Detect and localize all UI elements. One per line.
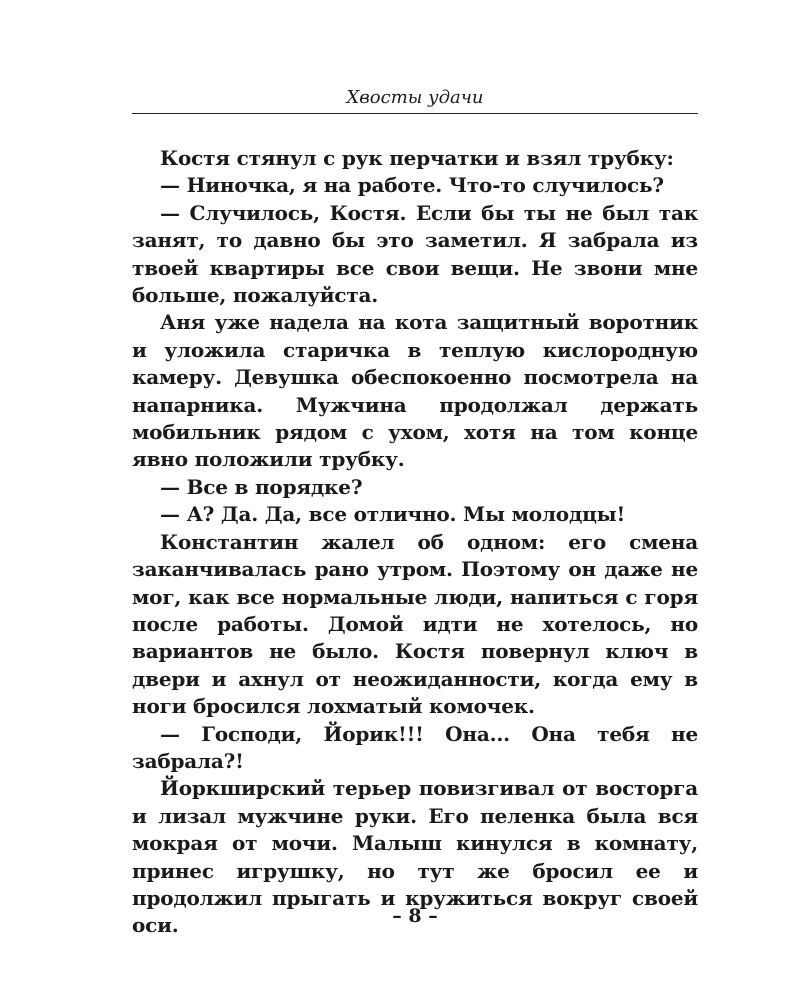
running-header: Хвосты удачи — [346, 87, 484, 108]
paragraph: — А? Да. Да, все отлично. Мы молодцы! — [160, 502, 626, 527]
paragraph: — Все в порядке? — [160, 474, 363, 499]
paragraph: Костя стянул с рук перчатки и взял трубку: — [160, 146, 674, 170]
paragraph: — Случилось, Костя. Если бы ты не был так занят, то давно бы это заметил. Я забрала из твоей квартиры все свои вещи. Не звони мне больше, пожалуйста. — [132, 200, 698, 308]
paragraph: Аня уже надела на кота защитный воротник и уложила старичка в теплую кислородную камеру. Девушка обеспокоенно посмотрела на напарника. Мужчина продолжал держать мобильник рядом с ухом, хотя на том конце явно положили трубку. — [132, 310, 698, 472]
paragraph: Константин жалел об одном: его смена заканчивалась рано утром. Поэтому он даже не мог, как все нормальные люди, напиться с горя после работы. Домой идти не хотелось, но вариантов не было. Костя повернул ключ в двери и ахнул от неожиданности, когда ему в ноги бросился лохматый комочек. — [132, 529, 698, 719]
header-divider — [132, 113, 698, 114]
page-number: – 8 – — [392, 905, 438, 927]
paragraph: — Ниночка, я на работе. Что-то случилось? — [160, 173, 664, 198]
body-text — [132, 145, 698, 940]
paragraph: — Господи, Йорик!!! Она... Она тебя не забрала?! — [132, 721, 698, 773]
paragraph: Йоркширский терьер повизгивал от восторга и лизал мужчине руки. Его пеленка была вся мокрая от мочи. Малыш кинулся в комнату, принес игрушку, но тут же бросил ее и продолжил прыгать и кружиться вокруг своей оси. — [132, 776, 698, 938]
